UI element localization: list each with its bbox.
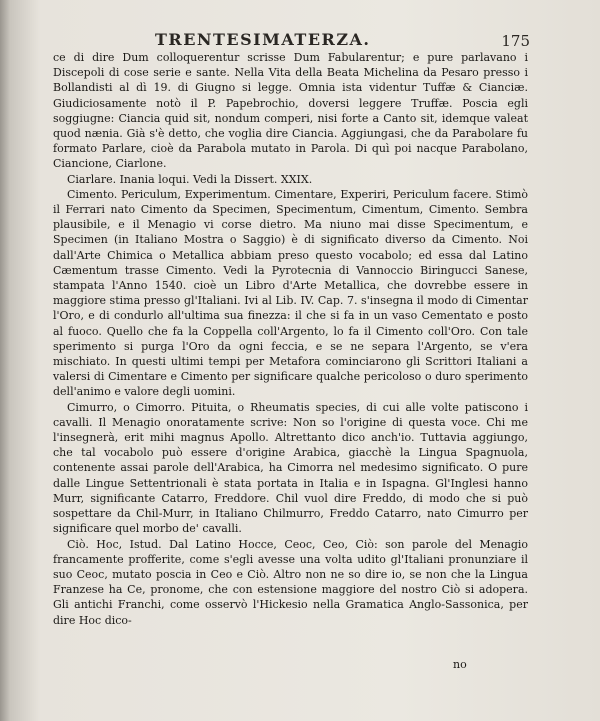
catchword: no [453, 658, 467, 671]
running-title: TRENTESIMATERZA. [155, 30, 371, 49]
page-number: 175 [501, 32, 530, 50]
body-text [53, 50, 528, 628]
entry-cimurro: Cimurro, o Cimorro. Pituita, o Rheumatis species, di cui alle volte patiscono i cavalli. Il Menagio onoratamente scrive: Non so l'origine di questa voce. Chi me l'insegnerà, erit mihi magnus Apollo. Altrettanto dico anch'io. Tuttavia aggiungo, che tal vocabolo può essere d'origine Arabica, giacchè la Lingua Spagnuola, contenente assai parole dell'Arabica, ha Cimorra nel medesimo significato. O pure dalle Lingue Settentrionali è stata portata in Italia e in Ispagna. Gl'Inglesi hanno Murr, significante Catarro, Freddore. Chil vuol dire Freddo, di modo che si può sospettare da Chil-Murr, in Italiano Chilmurro, Freddo Catarro, nato Cimurro per significare quel morbo de' cavalli. [53, 400, 528, 536]
paragraph-continuation: ce di dire Dum colloquerentur scrisse Dum Fabularentur; e pure parlavano i Discepoli di cose serie e sante. Nella Vita della Beata Michelina da Pesaro presso i Bollandisti al dì 19. di Giugno si legge. Omnia ista videntur Tuffæ & Cianciæ. Giudiciosamente notò il P. Papebrochio, doversi leggere Truffæ. Poscia egli soggiugne: Ciancia quid sit, nondum comperi, nisi forte a Canto sit, idemque valeat quod nænia. Già s'è detto, che voglia dire Ciancia. Aggiungasi, che da Parabolare fu formato Parlare, cioè da Parabola mutato in Parola. Di quì poi nacque Parabolano, Ciancione, Ciarlone. [53, 51, 528, 171]
entry-cimento: Cimento. Periculum, Experimentum. Cimentare, Experiri, Periculum facere. Stimò il Ferrari nato Cimento da Specimen, Specimentum, Cimentum, Cimento. Sembra plausibile, e il Menagio vi corse dietro. Ma niuno mai disse Specimentum, e Specimen (in Italiano Mostra o Saggio) è di significato diverso da Cimento. Noi dall'Arte Chimica o Metallica abbiam preso questo vocabolo; ed essa dal Latino Cæmentum trasse Cimento. Vedi la Pyrotecnia di Vannoccio Biringucci Sanese, stampata l'Anno 1540. cioè un Libro d'Arte Metallica, che dovrebbe essere in maggiore stima presso gl'Italiani. Ivi al Lib. IV. Cap. 7. s'insegna il modo di Cimentar l'Oro, e di condurlo all'ultima sua finezza: il che si fa in un vaso Cementato e posto al fuoco. Quello che fa la Coppella coll'Argento, lo fa il Cimento coll'Oro. Con tale sperimento si purga l'Oro da ogni feccia, e se ne separa l'Argento, se v'era mischiato. In questi ultimi tempi per Metafora cominciarono gli Scrittori Italiani a valersi di Cimentare e Cimento per significare qualche pericoloso o duro sperimento dell'animo e valore degli uomini. [53, 187, 528, 399]
entry-cio: Ciò. Hoc, Istud. Dal Latino Hocce, Ceoc, Ceo, Ciò: son parole del Menagio francamente profferite, come s'egli avesse una volta udito gl'Italiani pronunziare il suo Ceoc, mutato poscia in Ceo e Ciò. Altro non ne so dire io, se non che la Lingua Franzese ha Ce, pronome, che con estensione maggiore del nostro Ciò si adopera. Gli antichi Franchi, come osservò l'Hickesio nella Gramatica Anglo-Sassonica, per dire Hoc dico- [53, 537, 528, 627]
entry-ciarlare: Ciarlare. Inania loqui. Vedi la Dissert. XXIX. [67, 172, 313, 186]
